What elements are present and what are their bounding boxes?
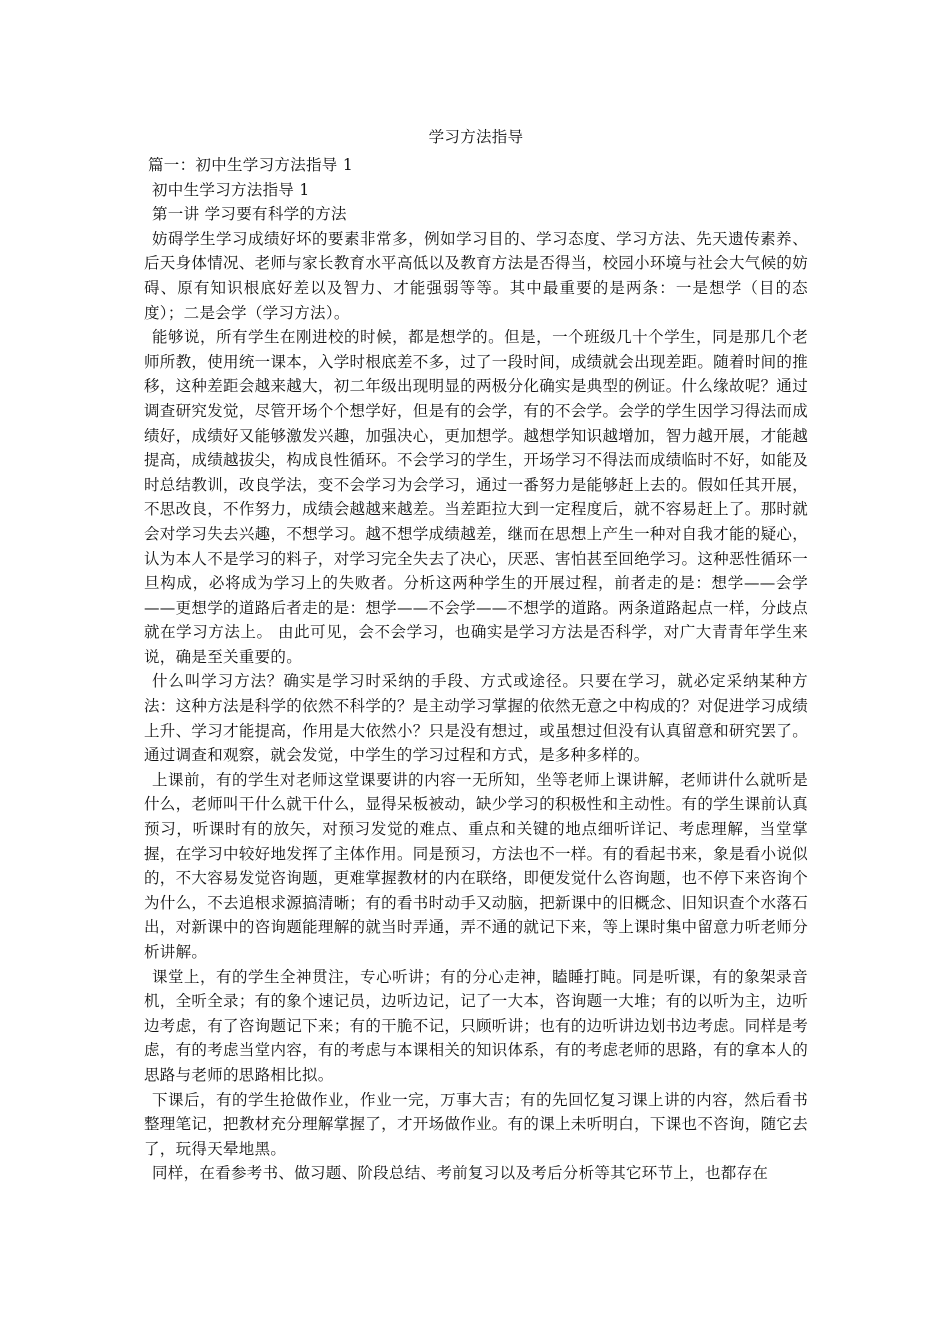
paragraph: 妨碍学生学习成绩好坏的要素非常多，例如学习目的、学习态度、学习方法、先天遗传素养、后天身体情况、老师与家长教育水平高低以及教育方法是否得当，校园小环境与社会大气候的妨碍、原有知识根底好差以及智力、才能强弱等等。其中最重要的是两条：一是想学（目的态度）；二是会学（学习方法）。	[144, 229, 808, 322]
document-title: 学习方法指导	[428, 128, 524, 146]
document-page	[144, 124, 808, 1186]
paragraph: 课堂上，有的学生全神贯注，专心听讲；有的分心走神，瞌睡打盹。同是听课，有的象架录音机，全听全录；有的象个速记员，边听边记，记了一大本，咨询题一大堆；有的以听为主，边听边考虑，有了咨询题记下来；有的干脆不记，只顾听讲；也有的边听讲边划书边考虑。同样是考虑，有的考虑当堂内容，有的考虑与本课相关的知识体系，有的考虑老师的思路，有的拿本人的思路与老师的思路相比拟。	[144, 967, 808, 1084]
section-heading: 篇一：初中生学习方法指导 1	[148, 156, 353, 174]
paragraph: 什么叫学习方法？确实是学习时采纳的手段、方式或途径。只要在学习，就必定采纳某种方法：这种方法是科学的依然不科学的？是主动学习掌握的依然无意之中构成的？对促进学习成绩上升、学习才能提高，作用是大依然小？只是没有想过，或虽想过但没有认真留意和研究罢了。通过调查和观察，就会发觉，中学生的学习过程和方式，是多种多样的。	[144, 672, 808, 765]
paragraph: 下课后，有的学生抢做作业，作业一完，万事大吉；有的先回忆复习课上讲的内容，然后看书整理笔记，把教材充分理解掌握了，才开场做作业。有的课上未听明白，下课也不咨询，随它去了，玩得天晕地黑。	[144, 1090, 808, 1158]
lecture-heading: 第一讲 学习要有科学的方法	[152, 205, 347, 224]
paragraph: 同样，在看参考书、做习题、阶段总结、考前复习以及考后分析等其它环节上，也都存在	[152, 1164, 769, 1183]
subsection-heading: 初中生学习方法指导 1	[152, 180, 310, 199]
paragraph: 能够说，所有学生在刚进校的时候，都是想学的。但是，一个班级几十个学生，同是那几个老师所教，使用统一课本，入学时根底差不多，过了一段时间，成绩就会出现差距。随着时间的推移，这种差距会越来越大，初二年级出现明显的两极分化确实是典型的例证。什么缘故呢？通过调查研究发觉，尽管开场个个想学好，但是有的会学，有的不会学。会学的学生因学习得法而成绩好，成绩好又能够激发兴趣，加强决心，更加想学。越想学知识越增加，智力越开展，才能越提高，成绩越拔尖，构成良性循环。不会学习的学生，开场学习不得法而成绩临时不好，如能及时总结教训，改良学法，变不会学习为会学习，通过一番努力是能够赶上去的。假如任其开展，不思改良，不作努力，成绩会越越来越差。当差距拉大到一定程度后，就不容易赶上了。那时就会对学习失去兴趣，不想学习。越不想学成绩越差，继而在思想上产生一种对自我才能的疑心，认为本人不是学习的料子，对学习完全失去了决心，厌恶、害怕甚至回绝学习。这种恶性循环一旦构成，必将成为学习上的失败者。分析这两种学生的开展过程，前者走的是：想学——会学——更想学的道路后者走的是：想学——不会学——不想学的道路。两条道路起点一样，分歧点就在学习方法上。 由此可见，会不会学习，也确实是学习方法是否科学，对广大青青年学生来说，确是至关重要的。	[144, 328, 808, 666]
paragraph: 上课前，有的学生对老师这堂课要讲的内容一无所知，坐等老师上课讲解，老师讲什么就听是什么，老师叫干什么就干什么，显得呆板被动，缺少学习的积极性和主动性。有的学生课前认真预习，听课时有的放矢，对预习发觉的难点、重点和关键的地点细听详记、考虑理解，当堂掌握，在学习中较好地发挥了主体作用。同是预习，方法也不一样。有的看起书来，象是看小说似的，不大容易发觉咨询题，更难掌握教材的内在联络，即便发觉什么咨询题，也不停下来咨询个为什么，不去追根求源搞清晰；有的看书时动手又动脑，把新课中的旧概念、旧知识查个水落石出，对新课中的咨询题能理解的就当时弄通，弄不通的就记下来，等上课时集中留意力听老师分析讲解。	[144, 770, 808, 961]
